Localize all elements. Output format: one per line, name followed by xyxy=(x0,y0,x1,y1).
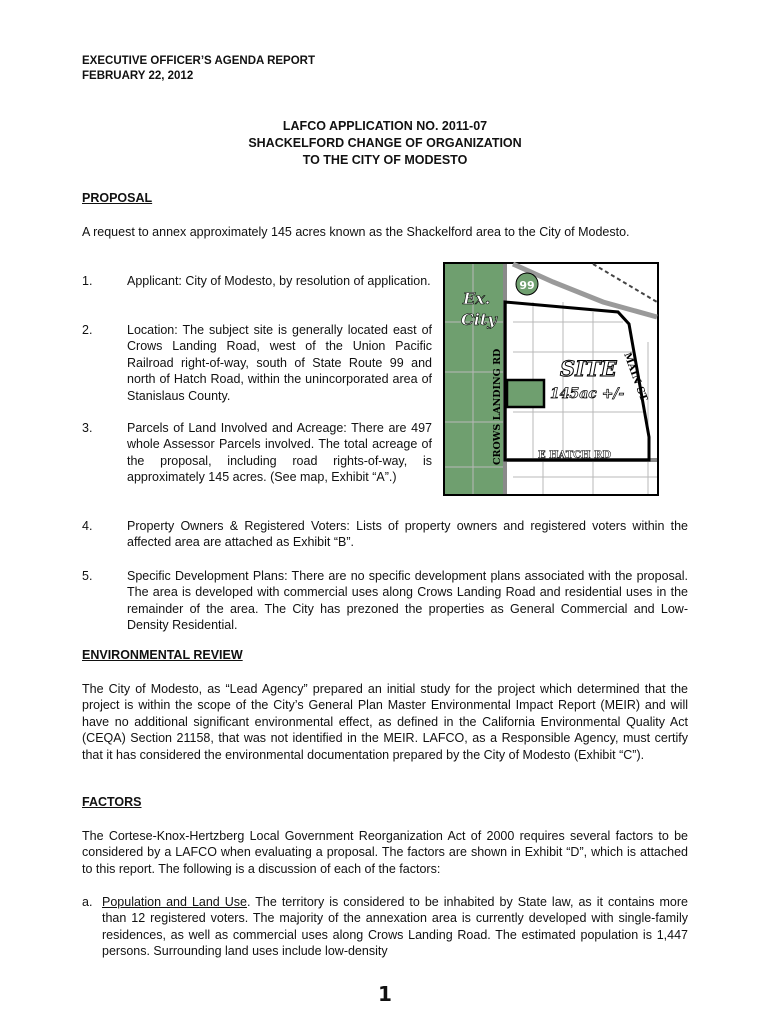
city-island xyxy=(507,380,544,407)
parcels-item: Parcels of Land Involved and Acreage: There are 497 whole Assessor Parcels involved. The total acreage of the proposal, including road rights-of-way, is approximately 145 acres. (See map, Exhibit “A”.) xyxy=(127,421,432,485)
application-number: LAFCO APPLICATION NO. 2011-07 xyxy=(282,119,488,133)
route-number: 99 xyxy=(519,279,535,292)
proposal-intro: A request to annex approximately 145 acres known as the Shackelford area to the City of Modesto. xyxy=(82,225,630,239)
factors-heading: FACTORS xyxy=(82,795,142,809)
item-number: 2. xyxy=(82,323,93,337)
development-plans-item: Specific Development Plans: There are no specific development plans associated with the proposal. The area is developed with commercial uses along Crows Landing Road and residential uses in the remainder of the area. The City has prezoned the properties as General Commercial and Low-Density Residential. xyxy=(127,569,688,633)
factor-a-title: Population and Land Use xyxy=(102,895,248,910)
item-number: 3. xyxy=(82,421,93,435)
location-item: Location: The subject site is generally located east of Crows Landing Road, west of the Union Pacific Railroad right-of-way, south of State Route 99 and north of Hatch Road, within the unincorporated area of Stanislaus County. xyxy=(127,323,432,403)
page-number: 1 xyxy=(378,982,392,1006)
report-header xyxy=(82,54,315,84)
site-label: SITE xyxy=(560,356,617,381)
report-header-title: EXECUTIVE OFFICER’S AGENDA REPORT xyxy=(82,55,316,67)
factor-a-text: . The territory is considered to be inhabited by State law, as it contains more than 12 registered voters. The majority of the annexation area is currently developed with single-family residences, as well as commercial uses along Crows Landing Road. The estimated population is 1,447 persons. Surrounding land uses include low-density xyxy=(102,895,689,959)
application-title xyxy=(0,118,770,169)
factors-text: The Cortese-Knox-Hertzberg Local Government Reorganization Act of 2000 requires several factors to be considered by a LAFCO when evaluating a proposal. The factors are shown in Exhibit “D”, which is attached to this report. The following is a discussion of each of the factors: xyxy=(82,829,688,876)
owners-voters-item: Property Owners & Registered Voters: Lists of property owners and registered voters within the affected area are attached as Exhibit “B”. xyxy=(127,519,688,550)
ex-city-label: City xyxy=(461,310,497,329)
environmental-heading: ENVIRONMENTAL REVIEW xyxy=(82,648,243,662)
application-name: SHACKELFORD CHANGE OF ORGANIZATION xyxy=(248,136,522,150)
factor-a-label: a. xyxy=(82,895,93,909)
acreage-label: 145ac +/- xyxy=(550,386,625,402)
environmental-text: The City of Modesto, as “Lead Agency” prepared an initial study for the project which determined that the project is within the scope of the City’s General Plan Master Environmental Impact Report (MEIR) and will have no additional significant environmental effect, as defined in the California Environmental Quality Act (CEQA) Section 21158, that was not identified in the MEIR. LAFCO, as a Responsible Agency, must certify that it has considered the environmental documentation prepared by the City of Modesto (Exhibit “C”). xyxy=(82,682,688,762)
factor-a xyxy=(82,894,688,960)
ex-city-label: Ex. xyxy=(463,289,491,308)
site-map xyxy=(443,262,659,496)
item-number: 1. xyxy=(82,274,93,288)
application-target: TO THE CITY OF MODESTO xyxy=(302,153,468,167)
crows-landing-label: CROWS LANDING RD xyxy=(492,348,503,465)
hatch-rd-label: E HATCH RD xyxy=(538,450,612,461)
applicant-item: Applicant: City of Modesto, by resolution of application. xyxy=(127,274,431,288)
proposal-heading: PROPOSAL xyxy=(82,191,153,205)
factor-a-body xyxy=(82,894,688,960)
main-st-label: MAIN ST xyxy=(621,351,649,403)
item-number: 4. xyxy=(82,519,93,533)
item-number: 5. xyxy=(82,569,93,583)
report-header-date: FEBRUARY 22, 2012 xyxy=(82,70,194,82)
